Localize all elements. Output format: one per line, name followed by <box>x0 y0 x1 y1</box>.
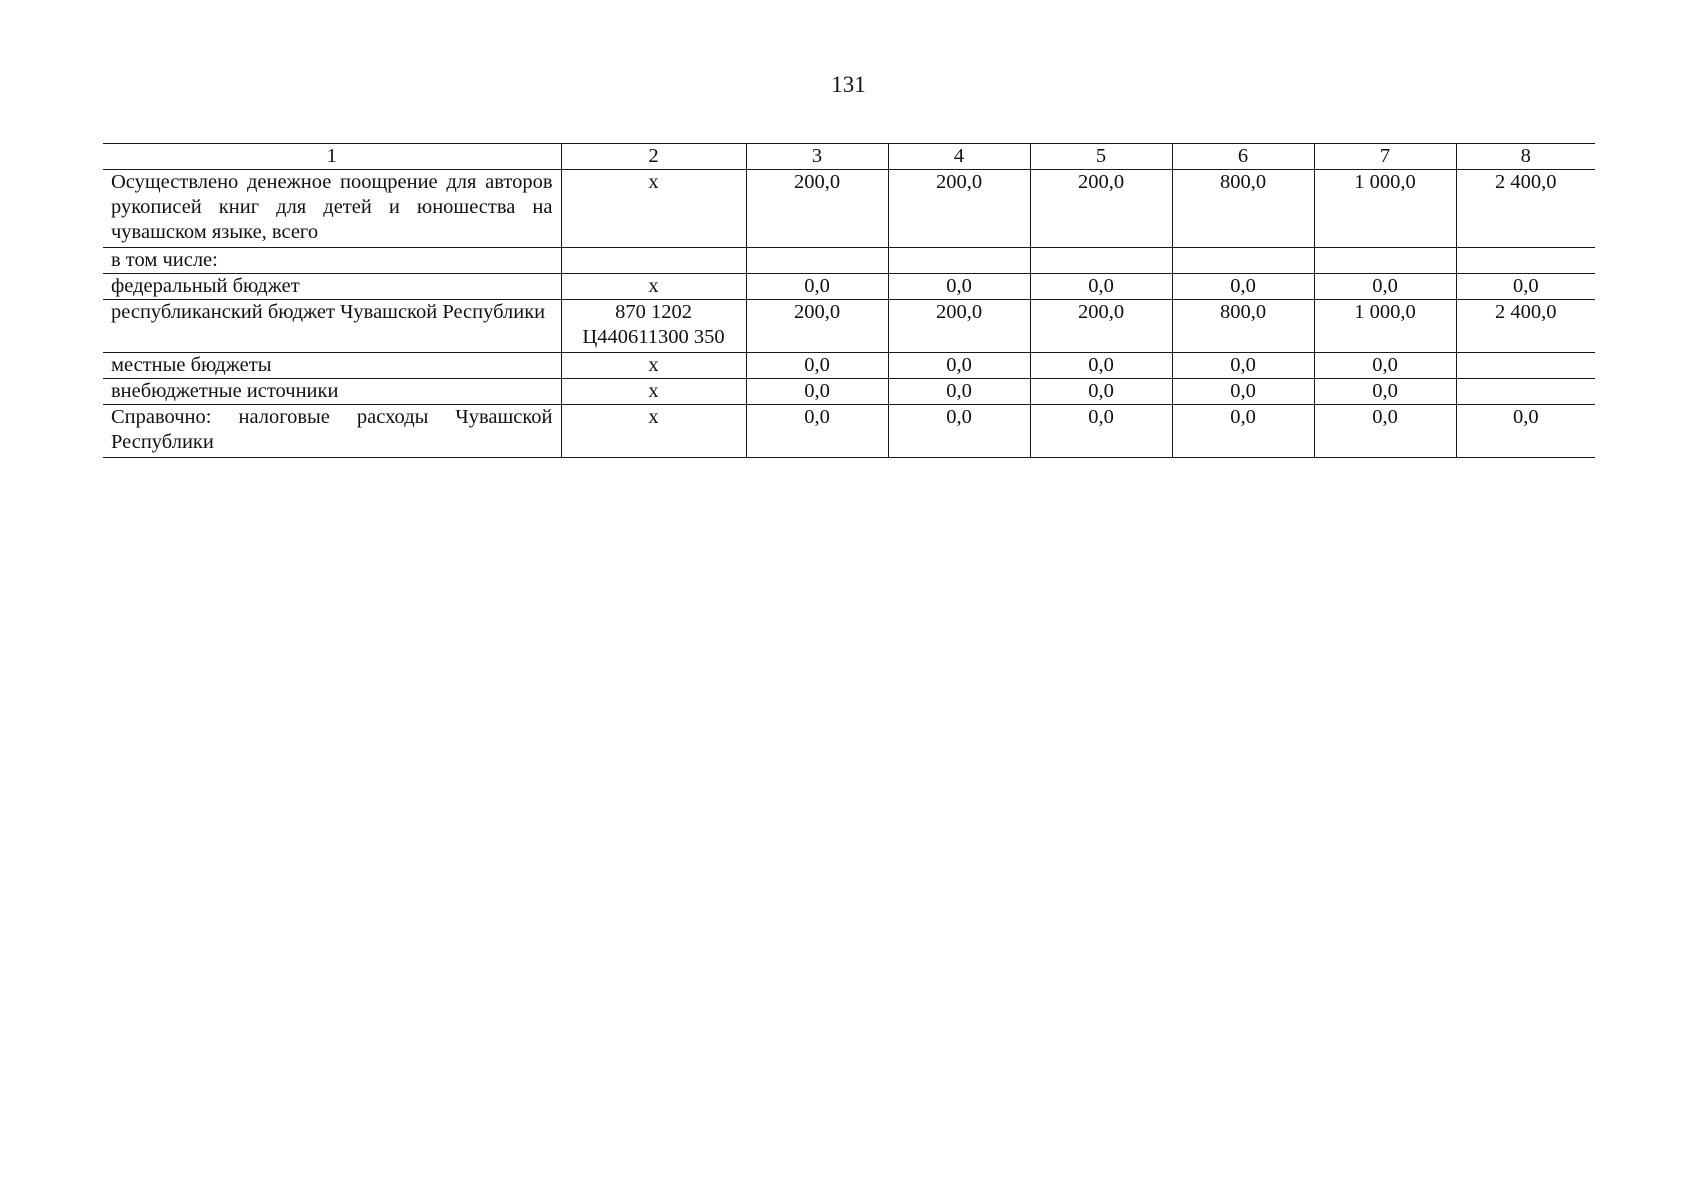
row-value <box>1030 248 1172 274</box>
row-value: 0,0 <box>888 379 1030 405</box>
row-value: 0,0 <box>746 274 888 300</box>
row-value <box>746 248 888 274</box>
row-code: х <box>561 170 746 248</box>
column-header: 1 <box>103 144 561 170</box>
row-value: 200,0 <box>1030 300 1172 353</box>
row-value: 0,0 <box>888 405 1030 458</box>
row-label: в том числе: <box>103 248 561 274</box>
column-header: 5 <box>1030 144 1172 170</box>
row-value: 1 000,0 <box>1314 170 1456 248</box>
row-value: 0,0 <box>1172 353 1314 379</box>
row-value <box>888 248 1030 274</box>
budget-table <box>103 143 1595 458</box>
row-value: 800,0 <box>1172 300 1314 353</box>
row-value: 0,0 <box>1314 353 1456 379</box>
row-label: Справочно: налоговые расходы Чувашской Республики <box>103 405 561 458</box>
row-code: х <box>561 379 746 405</box>
column-header: 3 <box>746 144 888 170</box>
row-value: 0,0 <box>1030 274 1172 300</box>
table-row <box>103 405 1595 458</box>
table-row <box>103 300 1595 353</box>
table-row <box>103 274 1595 300</box>
row-value <box>1172 248 1314 274</box>
column-header: 4 <box>888 144 1030 170</box>
column-header: 7 <box>1314 144 1456 170</box>
row-label: республиканский бюджет Чувашской Республики <box>103 300 561 353</box>
row-value: 0,0 <box>1314 379 1456 405</box>
row-code: х <box>561 353 746 379</box>
row-value: 0,0 <box>1456 274 1595 300</box>
row-code: х <box>561 405 746 458</box>
row-value: 0,0 <box>888 274 1030 300</box>
row-value: 200,0 <box>1030 170 1172 248</box>
row-value: 0,0 <box>1456 405 1595 458</box>
row-value <box>1456 248 1595 274</box>
row-value: 0,0 <box>1172 274 1314 300</box>
row-value: 1 000,0 <box>1314 300 1456 353</box>
row-code <box>561 248 746 274</box>
column-header: 8 <box>1456 144 1595 170</box>
row-value: 800,0 <box>1172 170 1314 248</box>
row-value <box>1456 353 1595 379</box>
row-value: 0,0 <box>1030 353 1172 379</box>
page-number: 131 <box>831 72 866 97</box>
row-value <box>1314 248 1456 274</box>
row-label: внебюджетные источники <box>103 379 561 405</box>
row-value: 0,0 <box>746 405 888 458</box>
row-code: х <box>561 274 746 300</box>
row-value: 0,0 <box>746 379 888 405</box>
table-row <box>103 170 1595 248</box>
row-value: 0,0 <box>1030 405 1172 458</box>
row-label: местные бюджеты <box>103 353 561 379</box>
row-value: 200,0 <box>746 300 888 353</box>
row-value: 0,0 <box>746 353 888 379</box>
column-header: 2 <box>561 144 746 170</box>
table-row <box>103 353 1595 379</box>
row-value: 0,0 <box>1030 379 1172 405</box>
row-value: 0,0 <box>888 353 1030 379</box>
row-value: 2 400,0 <box>1456 300 1595 353</box>
row-value: 200,0 <box>888 300 1030 353</box>
row-value: 2 400,0 <box>1456 170 1595 248</box>
table-row <box>103 379 1595 405</box>
row-value: 200,0 <box>746 170 888 248</box>
row-value: 0,0 <box>1314 274 1456 300</box>
row-code: 870 1202 Ц440611300 350 <box>561 300 746 353</box>
row-value <box>1456 379 1595 405</box>
row-label: федеральный бюджет <box>103 274 561 300</box>
row-value: 0,0 <box>1172 379 1314 405</box>
table-header-row <box>103 144 1595 170</box>
row-value: 200,0 <box>888 170 1030 248</box>
table-row <box>103 248 1595 274</box>
column-header: 6 <box>1172 144 1314 170</box>
row-label: Осуществлено денежное поощрение для авторов рукописей книг для детей и юношества на чувашском языке, всего <box>103 170 561 248</box>
row-value: 0,0 <box>1314 405 1456 458</box>
row-value: 0,0 <box>1172 405 1314 458</box>
